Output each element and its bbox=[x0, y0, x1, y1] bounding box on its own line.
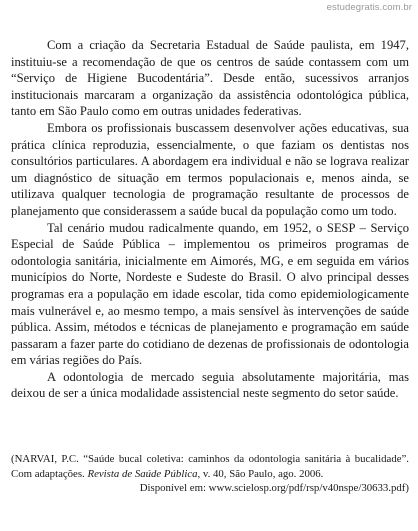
paragraph-4: A odontologia de mercado seguia absolutamente majoritária, mas deixou de ser a única modalidade assistencial neste segmento do setor saúde. bbox=[11, 369, 409, 401]
citation bbox=[11, 452, 409, 496]
article-body bbox=[11, 37, 409, 402]
citation-availability: Disponível em: www.scielosp.org/pdf/rsp/v40nspe/30633.pdf) bbox=[139, 482, 409, 495]
paragraph-2: Embora os profissionais buscassem desenvolver ações educativas, sua prática clínica reproduzia, essencialmente, o que faziam os dentistas nos consultórios particulares. A abordagem era individual e não se lograva realizar um diagnóstico de situação em termos populacionais e, menos ainda, se utilizava qualquer tecnologia de programação resultante de processos de planejamento que considerassem a saúde bucal da população como um todo. bbox=[11, 120, 409, 218]
citation-details: , v. 40, São Paulo, ago. 2006. bbox=[197, 467, 324, 480]
paragraph-1: Com a criação da Secretaria Estadual de Saúde paulista, em 1947, instituiu-se a recomendação de que os centros de saúde contassem com um “Serviço de Higiene Bucodentária”. Desde então, sucessivos arranjos institucionais marcaram a organização da assistência odontológica pública, tanto em São Paulo como em outras unidades federativas. bbox=[11, 38, 409, 119]
paragraph-3: Tal cenário mudou radicalmente quando, em 1952, o SESP – Serviço Especial de Saúde Pública – implementou os primeiros programas de odontologia sanitária, inicialmente em Aimorés, MG, e em seguida em vários municípios do Norte, Nordeste e Sudeste do Brasil. O alvo principal desses programas era a população em idade escolar, tida como epidemiologicamente mais vulnerável e, ao mesmo tempo, a mais sensível às intervenções de saúde pública. Assim, métodos e técnicas de planejamento e programação em saúde passaram a fazer parte do cotidiano de dezenas de profissionais de odontologia em várias regiões do País. bbox=[11, 220, 409, 368]
watermark: estudegratis.com.br bbox=[326, 2, 412, 13]
citation-text: (NARVAI, P.C. “Saúde bucal coletiva: caminhos da odontologia sanitária à bucalidade”. Com adaptações. bbox=[11, 453, 409, 480]
citation-journal: Revista de Saúde Pública bbox=[87, 467, 198, 480]
